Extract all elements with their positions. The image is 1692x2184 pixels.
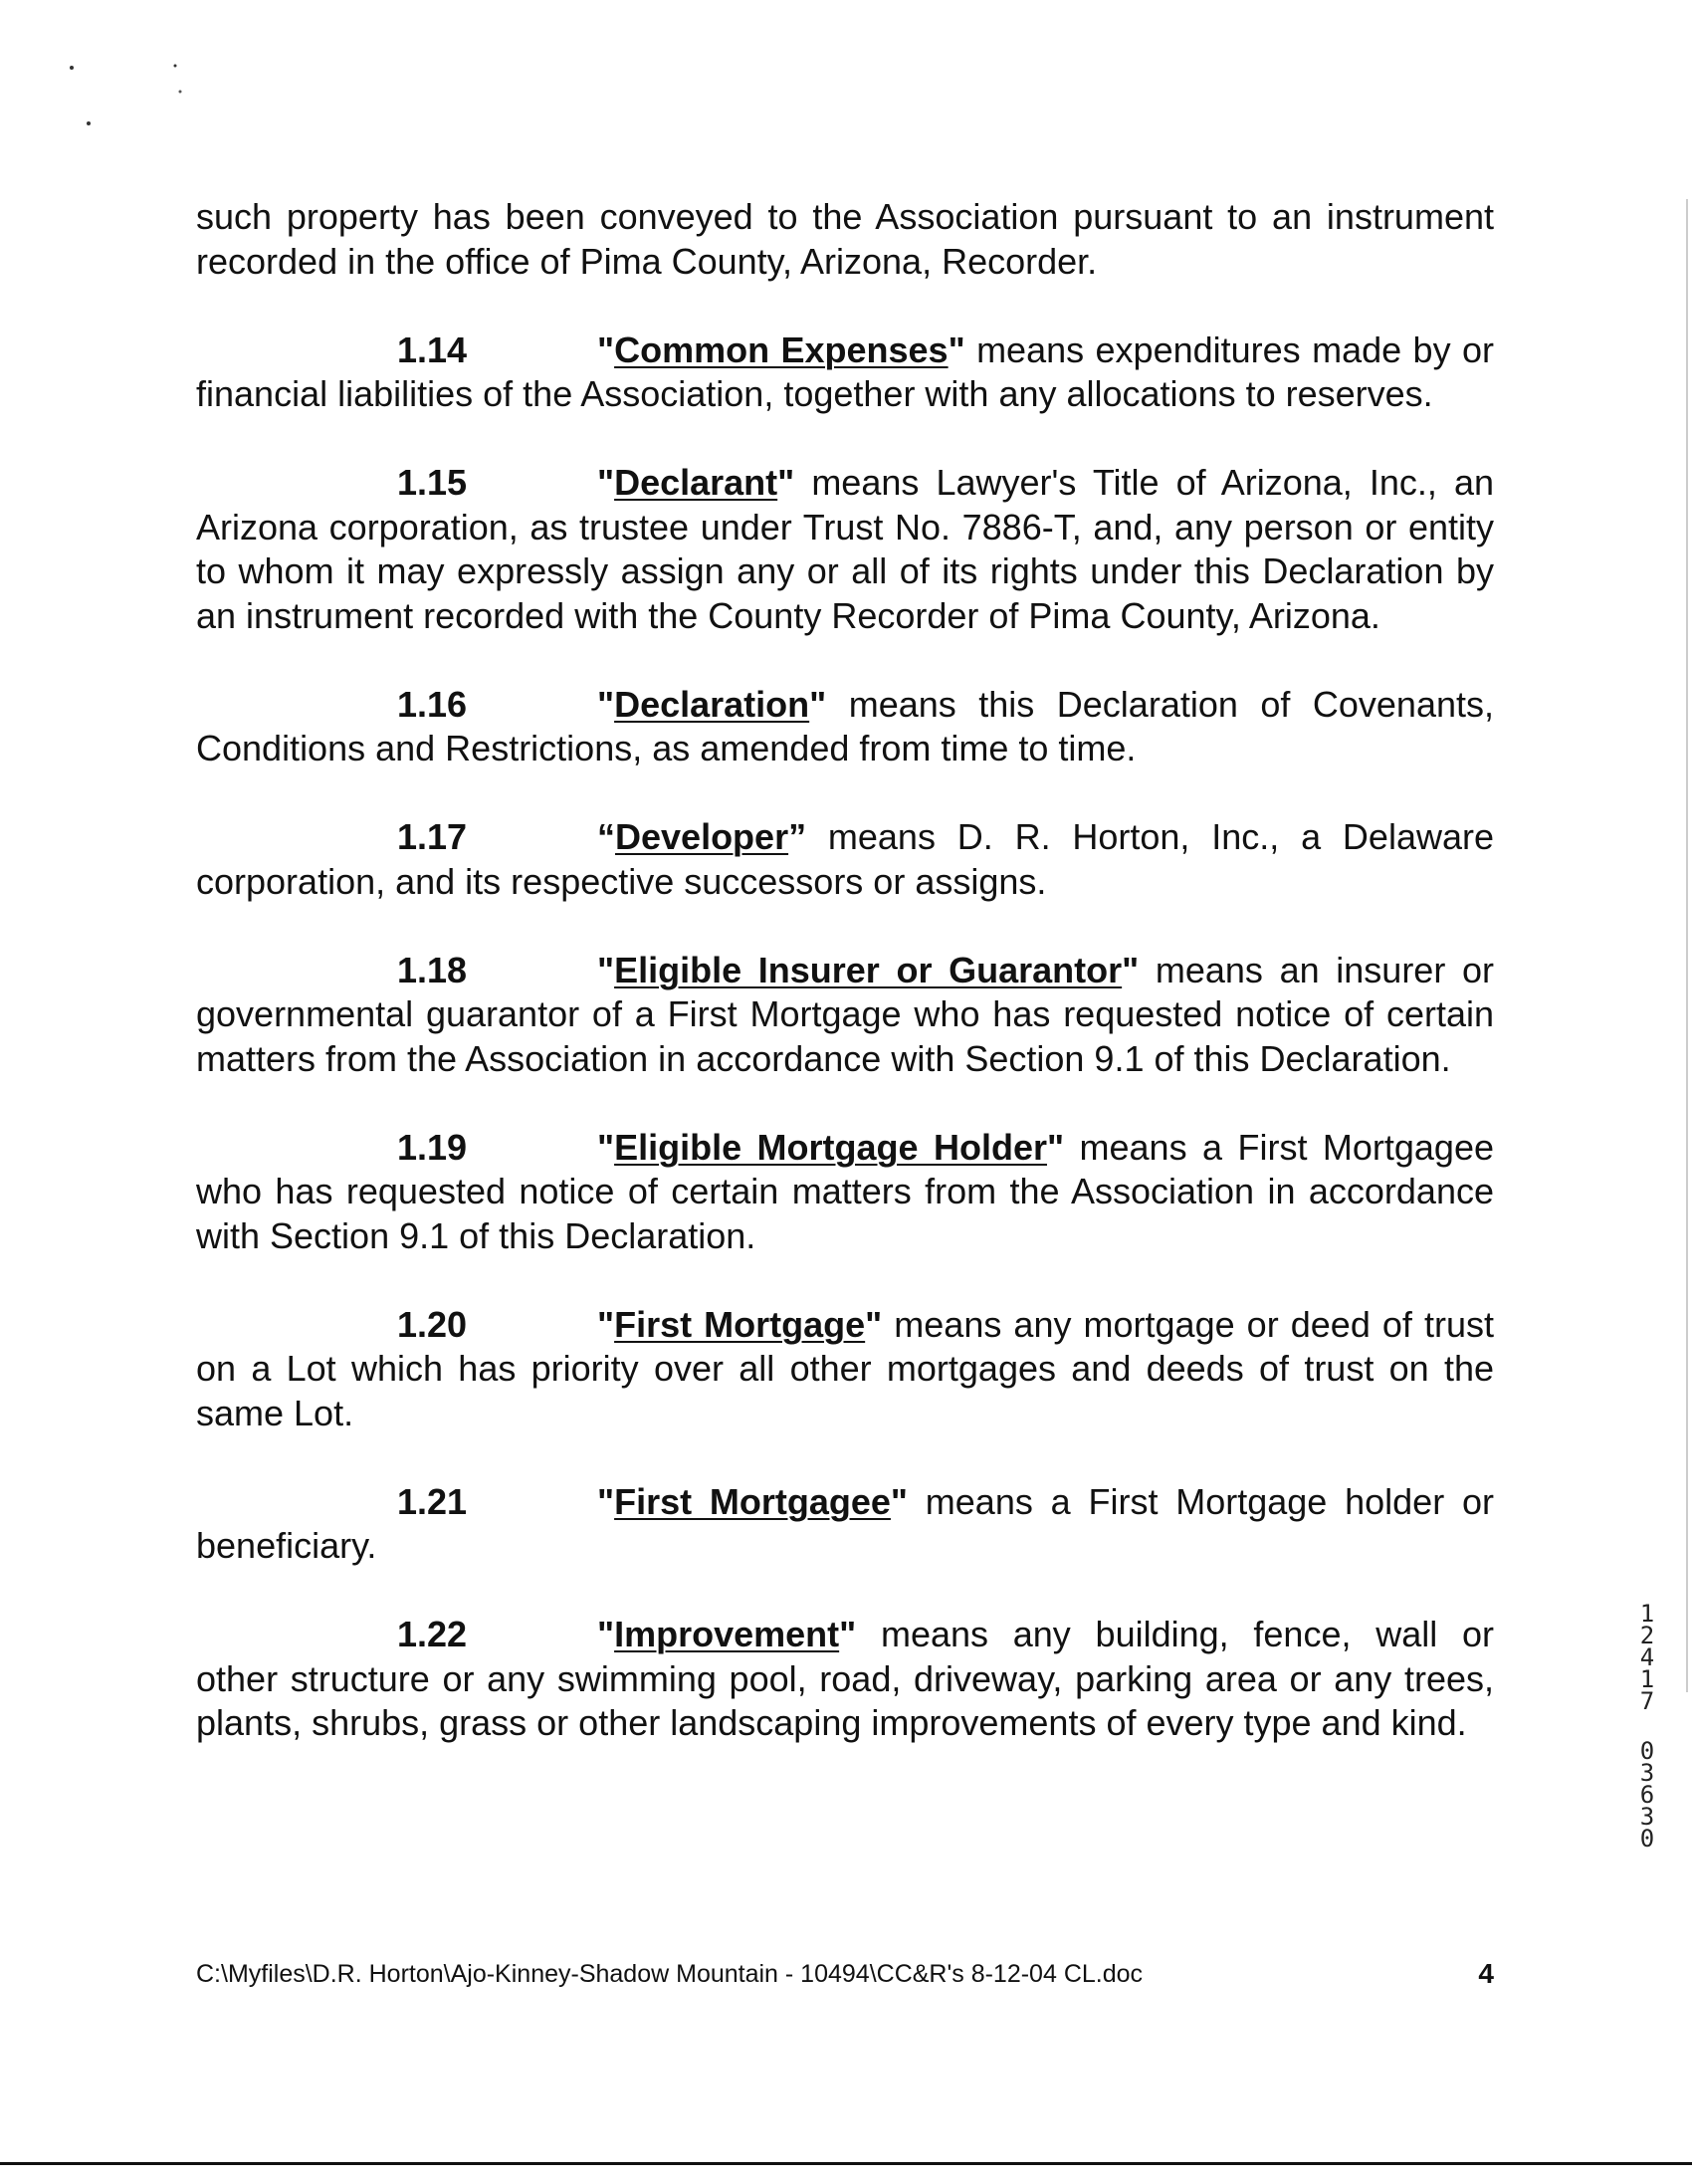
close-quote: ” bbox=[788, 816, 807, 857]
close-quote: " bbox=[809, 683, 827, 725]
defined-term-text: Eligible Mortgage Holder bbox=[614, 1126, 1047, 1168]
defined-term bbox=[597, 816, 806, 857]
defined-term-text: First Mortgage bbox=[614, 1303, 866, 1345]
close-quote: " bbox=[1047, 1126, 1065, 1168]
definition-text: means D. R. Horton, Inc., a Delaware corporation, and its respective successors or assigns. bbox=[196, 816, 1494, 902]
footer-page-number: 4 bbox=[1478, 1958, 1494, 1989]
definition-section bbox=[196, 1480, 1494, 1569]
scan-specks bbox=[0, 0, 1692, 199]
close-quote: " bbox=[865, 1303, 883, 1345]
defined-term-text: Declarant bbox=[614, 462, 778, 503]
open-quote: " bbox=[597, 1480, 615, 1522]
defined-term bbox=[597, 1481, 908, 1522]
section-number: 1.15 bbox=[397, 462, 468, 503]
section-number: 1.22 bbox=[397, 1614, 468, 1654]
definition-text: means Lawyer's Title of Arizona, Inc., an Arizona corporation, as trustee under Trust No. 7886-T, and, any person or entity to whom it may expressly assign any or all of its rights under this Declaration by an instrument recorded with the County Recorder of Pima County, Arizona. bbox=[196, 462, 1494, 636]
close-quote: " bbox=[1122, 949, 1140, 990]
stamp-digit: 2 bbox=[1639, 1622, 1655, 1649]
definition-section bbox=[196, 683, 1494, 771]
defined-term-text: Common Expenses bbox=[614, 328, 949, 370]
definition-section bbox=[196, 1303, 1494, 1436]
open-quote: " bbox=[597, 1126, 615, 1168]
close-quote: " bbox=[890, 1480, 908, 1522]
open-quote: " bbox=[597, 949, 615, 990]
open-quote: " bbox=[597, 1303, 615, 1345]
section-number: 1.16 bbox=[397, 683, 468, 725]
defined-term-text: Declaration bbox=[614, 683, 810, 725]
defined-term-text: First Mortgagee bbox=[614, 1480, 891, 1522]
defined-term bbox=[597, 1614, 856, 1654]
intro-paragraph: such property has been conveyed to the Association pursuant to an instrument recorded in the office of Pima County, Arizona, Recorder. bbox=[196, 196, 1494, 282]
definition-text: means expenditures made by or financial liabilities of the Association, together with any allocations to reserves. bbox=[196, 328, 1494, 414]
close-quote: " bbox=[777, 462, 795, 503]
open-quote: “ bbox=[597, 816, 615, 857]
stamp-digit: 0 bbox=[1639, 1737, 1655, 1765]
document-body bbox=[196, 195, 1494, 1790]
section-number: 1.17 bbox=[397, 816, 468, 857]
definition-section bbox=[196, 1126, 1494, 1259]
definition-text: means this Declaration of Covenants, Conditions and Restrictions, as amended from time to time. bbox=[196, 683, 1494, 768]
defined-term bbox=[597, 950, 1139, 990]
definition-text: means any building, fence, wall or other structure or any swimming pool, road, driveway, parking area or any trees, plants, shrubs, grass or other landscaping improvements of every type and kind. bbox=[196, 1614, 1494, 1743]
recording-stamp bbox=[1632, 1600, 1662, 1853]
stamp-digit: 3 bbox=[1639, 1759, 1655, 1787]
page-footer bbox=[196, 1959, 1494, 1989]
recording-docket-number bbox=[1632, 1600, 1662, 1715]
section-number: 1.14 bbox=[397, 328, 468, 370]
defined-term bbox=[597, 1127, 1064, 1168]
stamp-digit: 7 bbox=[1639, 1687, 1655, 1715]
defined-term bbox=[597, 329, 965, 370]
stamp-digit: 0 bbox=[1639, 1825, 1655, 1853]
scan-bottom-edge bbox=[0, 2162, 1692, 2165]
open-quote: " bbox=[597, 1614, 615, 1654]
recording-page-number bbox=[1632, 1737, 1662, 1853]
stamp-digit: 4 bbox=[1639, 1643, 1655, 1671]
stamp-digit: 1 bbox=[1639, 1665, 1655, 1693]
scan-edge-line bbox=[1686, 199, 1688, 1692]
definitions-list bbox=[196, 328, 1494, 1746]
definition-section bbox=[196, 815, 1494, 904]
definition-text: means any mortgage or deed of trust on a Lot which has priority over all other mortgages and deeds of trust on the same Lot. bbox=[196, 1303, 1494, 1433]
open-quote: " bbox=[597, 462, 615, 503]
section-number: 1.20 bbox=[397, 1303, 468, 1345]
open-quote: " bbox=[597, 683, 615, 725]
definition-section bbox=[196, 328, 1494, 417]
definition-text: means a First Mortgage holder or beneficiary. bbox=[196, 1480, 1495, 1566]
definition-section bbox=[196, 949, 1494, 1082]
definition-text: means a First Mortgagee who has requested notice of certain matters from the Association in accordance with Section 9.1 of this Declaration. bbox=[196, 1126, 1494, 1256]
defined-term bbox=[597, 462, 794, 503]
definition-section bbox=[196, 1613, 1494, 1746]
stamp-digit: 3 bbox=[1639, 1803, 1655, 1831]
defined-term-text: Improvement bbox=[614, 1614, 840, 1654]
section-number: 1.18 bbox=[397, 949, 468, 990]
close-quote: " bbox=[839, 1614, 857, 1654]
stamp-digit: 6 bbox=[1639, 1781, 1655, 1809]
section-number: 1.19 bbox=[397, 1126, 468, 1168]
footer-file-path: C:\Myfiles\D.R. Horton\Ajo-Kinney-Shadow Mountain - 10494\CC&R's 8-12-04 CL.doc bbox=[196, 1960, 1144, 1988]
definition-text: means an insurer or governmental guarantor of a First Mortgage who has requested notice of certain matters from the Association in accordance with Section 9.1 of this Declaration. bbox=[196, 949, 1494, 1079]
section-number: 1.21 bbox=[397, 1480, 468, 1522]
defined-term bbox=[597, 684, 826, 725]
definition-section bbox=[196, 461, 1494, 638]
open-quote: " bbox=[597, 328, 615, 370]
defined-term-text: Developer bbox=[615, 816, 789, 857]
defined-term bbox=[597, 1304, 882, 1345]
close-quote: " bbox=[948, 328, 965, 370]
defined-term-text: Eligible Insurer or Guarantor bbox=[614, 949, 1123, 990]
stamp-digit: 1 bbox=[1639, 1600, 1655, 1628]
